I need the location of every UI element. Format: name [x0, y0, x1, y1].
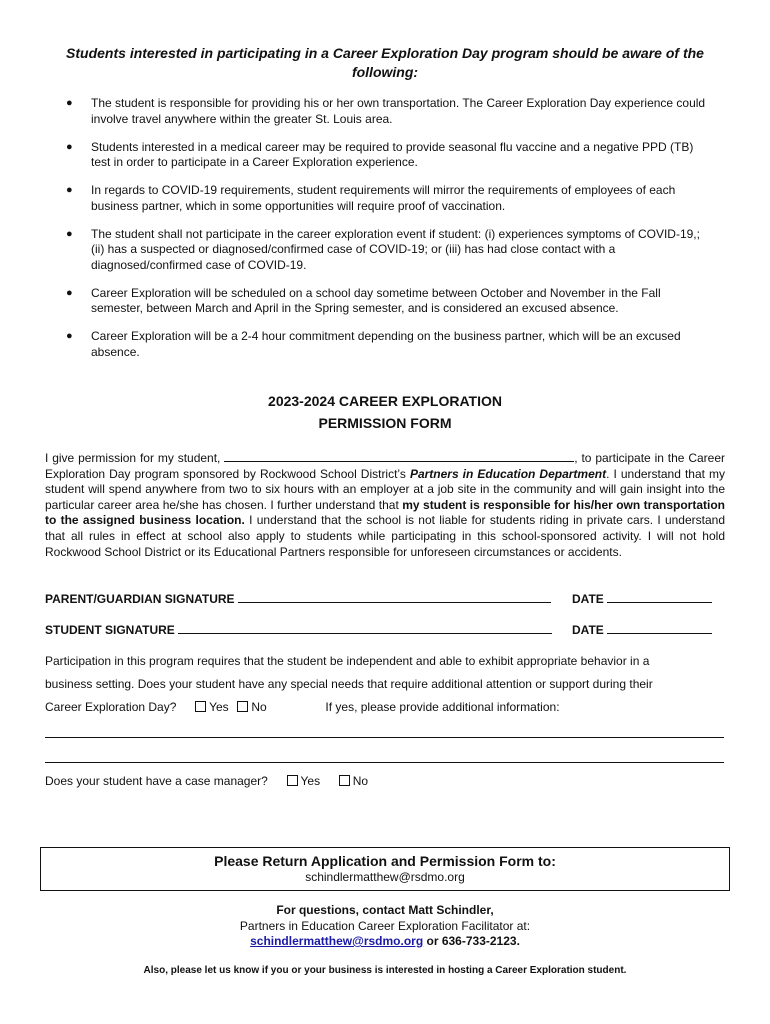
student-name-field[interactable]: [224, 450, 574, 462]
list-item: ● Career Exploration will be scheduled on a school day sometime between October and November in the Fall semester, between March and April in the Spring semester, and is considered an excused absence.: [66, 285, 661, 315]
list-item: ● The student is responsible for providing his or her own transportation. The Career Exploration Day experience could involve travel anywhere within the greater St. Louis area.: [66, 96, 706, 126]
participation-text-line2: business setting. Does your student have any special needs that require additional attention or support during their: [45, 677, 653, 691]
additional-info-line-1[interactable]: [45, 737, 724, 738]
parent-signature-row: PARENT/GUARDIAN SIGNATURE DATE: [45, 591, 725, 606]
list-item: ● In regards to COVID-19 requirements, student requirements will mirror the requirements of employees of each business partner, which in some opportunities will require proof of vaccination.: [66, 183, 676, 213]
contact-info: For questions, contact Matt Schindler, Partners in Education Career Exploration Facilitator at: schindlermatthew@rsdmo.org or 636-733-2123.: [239, 903, 531, 948]
case-manager-no-checkbox[interactable]: [339, 775, 350, 786]
case-manager-yes-checkbox[interactable]: [287, 775, 298, 786]
return-email: schindlermatthew@rsdmo.org: [305, 870, 465, 884]
special-needs-yes-checkbox[interactable]: [195, 701, 206, 712]
case-manager-row: Does your student have a case manager? Yes No: [45, 774, 369, 788]
intro-heading: Students interested in participating in a Career Exploration Day program should be aware of the following:: [66, 45, 704, 80]
bullet-icon: ●: [66, 184, 73, 196]
participation-text-line1: Participation in this program requires that the student be independent and able to exhibit appropriate behavior in a: [45, 654, 650, 668]
student-signature-field[interactable]: [178, 622, 552, 634]
list-item: ● The student shall not participate in the career exploration event if student: (i) experiences symptoms of COVID-19,; (ii) has a suspected or diagnosed/confirmed case of COVID-19; or (iii) has had close contact with a diagnosed/confirmed case of COVID-19.: [66, 226, 700, 272]
student-date-field[interactable]: [607, 622, 712, 634]
consent-paragraph: I give permission for my student, , to participate in the Career Exploration Day program sponsored by Rockwood School District’s Partners in Education Department. I understand that my student will spend anywhere from two to six hours with an employer at a job site in the community and will gain insight into the particular career area he/she has chosen. I further understand that my student is responsible for his/her own transportation to the assigned business location. I understand that the school is not liable for students riding in private cars. I understand that all rules in effect at school also apply to students while participating in this school-sponsored activity. I will not hold Rockwood School District or its Educational Partners responsible for unforeseen circumstances or accidents.: [45, 451, 725, 559]
contact-email-link[interactable]: schindlermatthew@rsdmo.org: [250, 934, 424, 948]
student-signature-row: STUDENT SIGNATURE DATE: [45, 622, 725, 637]
return-instructions-box: [40, 847, 730, 891]
requirements-list: [62, 96, 712, 373]
bullet-icon: ●: [66, 227, 73, 240]
form-title: 2023-2024 CAREER EXPLORATION PERMISSION FORM: [268, 393, 502, 431]
bullet-icon: ●: [66, 330, 73, 342]
bullet-icon: ●: [66, 97, 73, 109]
return-title: Please Return Application and Permission Form to:: [214, 853, 556, 869]
list-item: ● Students interested in a medical career may be required to provide seasonal flu vaccine and a negative PPD (TB) test in order to participate in a Career Exploration experience.: [66, 139, 694, 169]
special-needs-row: Career Exploration Day? Yes No If yes, please provide additional information:: [45, 700, 560, 714]
footer-note: Also, please let us know if you or your business is interested in hosting a Career Exploration student.: [143, 965, 627, 976]
list-item: ● Career Exploration will be a 2-4 hour commitment depending on the business partner, which will be an excused absence.: [66, 329, 681, 359]
bullet-icon: ●: [66, 286, 73, 299]
parent-date-field[interactable]: [607, 591, 712, 603]
special-needs-no-checkbox[interactable]: [237, 701, 248, 712]
additional-info-line-2[interactable]: [45, 762, 724, 763]
bullet-icon: ●: [66, 140, 73, 153]
parent-signature-field[interactable]: [238, 591, 551, 603]
